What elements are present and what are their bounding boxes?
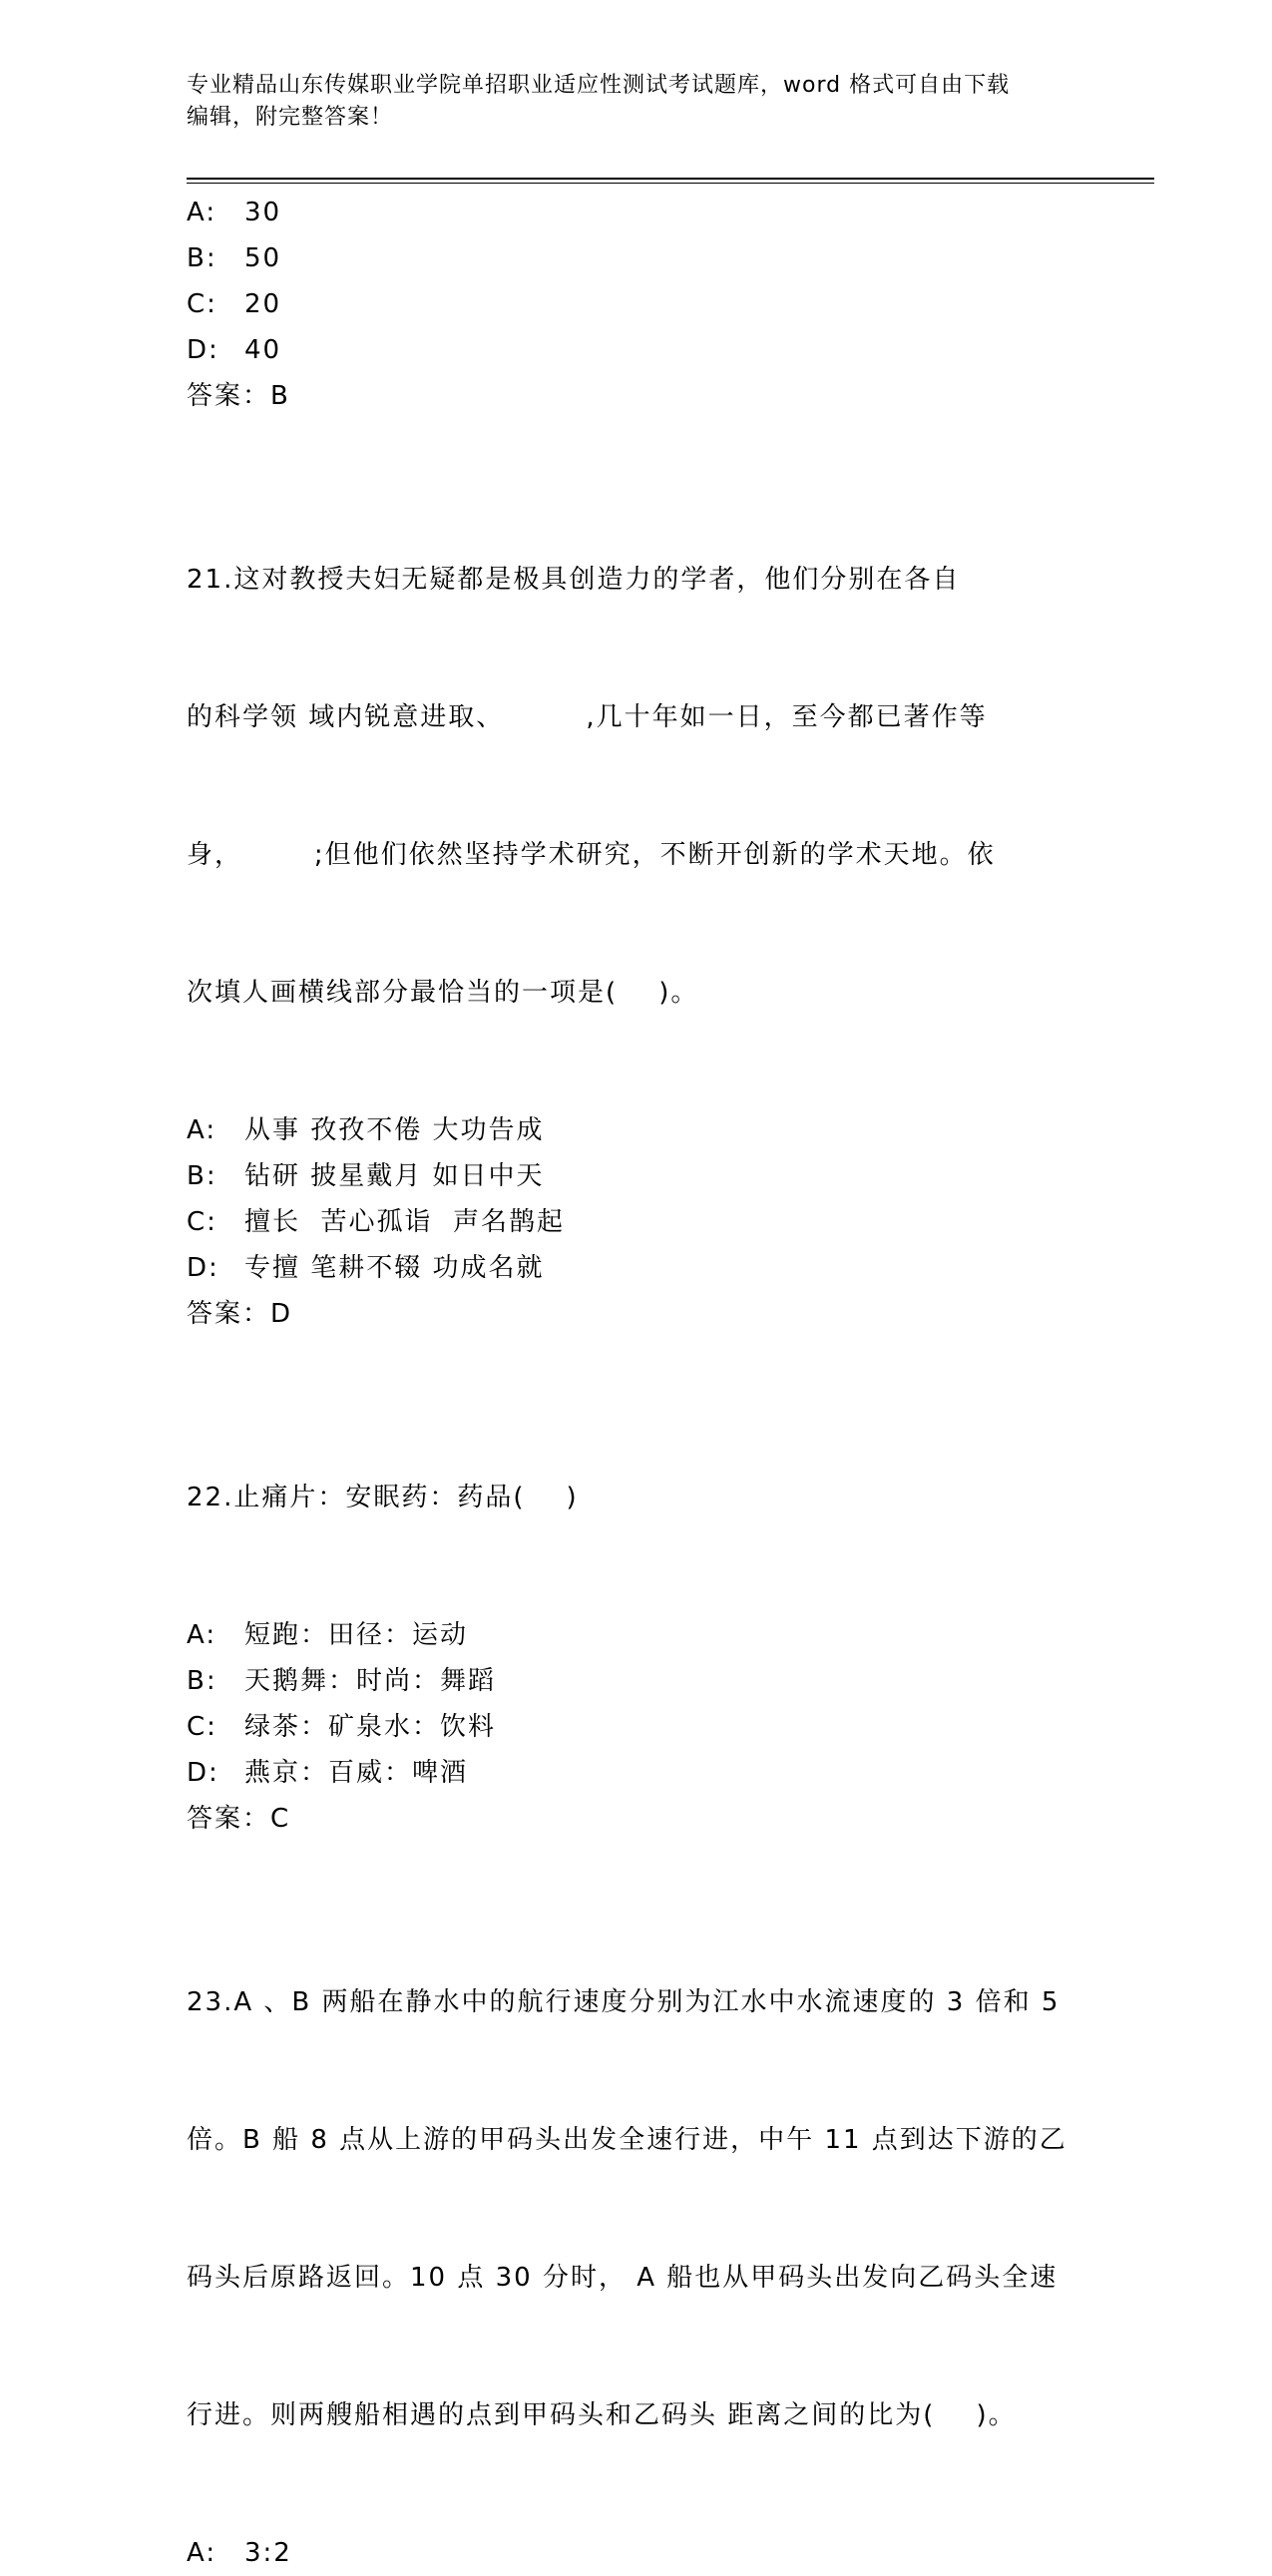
question-21 — [187, 465, 1084, 1337]
stem-line: 22.止痛片：安眠药：药品( ) — [187, 1483, 579, 1512]
option-text: 50 — [244, 243, 282, 273]
option-a — [187, 2530, 1084, 2576]
option-key: D: — [187, 1253, 219, 1283]
option-d — [187, 1750, 1084, 1796]
option-key: D: — [187, 335, 219, 365]
option-b — [187, 235, 1084, 281]
question-stem — [187, 1383, 1084, 1612]
stem-line: 的科学领 域内锐意进取、 ,几十年如一日，至今都已著作等 — [187, 702, 988, 732]
option-key: A: — [187, 2538, 217, 2568]
option-text: 短跑：田径：运动 — [244, 1620, 469, 1650]
option-key: B: — [187, 243, 217, 273]
option-text: 天鹅舞：时尚：舞蹈 — [244, 1666, 497, 1696]
header-rule-thin — [187, 183, 1154, 184]
answer-value: D — [270, 1299, 293, 1329]
stem-line: 码头后原路返回。10 点 30 分时， A 船也从甲码头出发向乙码头全速 — [187, 2263, 1059, 2293]
answer-label: 答案： — [187, 381, 271, 411]
stem-line: 次填人画横线部分最恰当的一项是( )。 — [187, 978, 699, 1008]
option-a — [187, 190, 1084, 235]
option-a — [187, 1612, 1084, 1658]
header-rule-thick — [187, 178, 1154, 180]
option-text: 30 — [244, 198, 282, 227]
option-key: A: — [187, 1620, 217, 1650]
option-text: 绿茶：矿泉水：饮料 — [244, 1712, 497, 1742]
option-key: C: — [187, 1712, 217, 1742]
option-text: 40 — [244, 335, 282, 365]
answer-label: 答案： — [187, 1804, 271, 1834]
option-d — [187, 327, 1084, 373]
stem-line: 倍。B 船 8 点从上游的甲码头出发全速行进，中午 11 点到达下游的乙 — [187, 2125, 1067, 2155]
header-line-1: 专业精品山东传媒职业学院单招职业适应性测试考试题库，word 格式可自由下载 — [187, 73, 1011, 98]
page-header — [187, 70, 1084, 134]
question-23 — [187, 1888, 1084, 2576]
option-key: C: — [187, 1207, 217, 1237]
question-stem — [187, 1888, 1084, 2530]
option-text: 钻研 披星戴月 如日中天 — [244, 1161, 545, 1191]
question-stem — [187, 465, 1084, 1107]
answer-line — [187, 1291, 1084, 1337]
question-22 — [187, 1383, 1084, 1842]
option-text: 20 — [244, 289, 282, 319]
answer-label: 答案： — [187, 1299, 271, 1329]
header-line-2: 编辑，附完整答案！ — [187, 105, 394, 130]
spacer — [187, 419, 1084, 465]
option-c — [187, 281, 1084, 327]
answer-value: B — [270, 381, 290, 411]
option-key: A: — [187, 1115, 217, 1145]
option-key: B: — [187, 1161, 217, 1191]
question-content — [187, 190, 1084, 2576]
option-c — [187, 1199, 1084, 1245]
option-c — [187, 1704, 1084, 1750]
option-d — [187, 1245, 1084, 1291]
stem-line: 行进。则两艘船相遇的点到甲码头和乙码头 距离之间的比为( )。 — [187, 2400, 1017, 2430]
option-b — [187, 1153, 1084, 1199]
stem-line: 21.这对教授夫妇无疑都是极具创造力的学者，他们分别在各自 — [187, 565, 961, 595]
option-text: 从事 孜孜不倦 大功告成 — [244, 1115, 545, 1145]
option-a — [187, 1107, 1084, 1153]
answer-value: C — [270, 1804, 291, 1834]
option-key: D: — [187, 1758, 219, 1788]
option-text: 擅长 苦心孤诣 声名鹊起 — [244, 1207, 566, 1237]
spacer — [187, 1337, 1084, 1383]
option-b — [187, 1658, 1084, 1704]
option-text: 3:2 — [244, 2538, 292, 2568]
option-key: B: — [187, 1666, 217, 1696]
answer-line — [187, 1796, 1084, 1842]
option-text: 专擅 笔耕不辍 功成名就 — [244, 1253, 545, 1283]
option-text: 燕京：百威：啤酒 — [244, 1758, 469, 1788]
stem-line: 23.A 、B 两船在静水中的航行速度分别为江水中水流速度的 3 倍和 5 — [187, 1987, 1060, 2017]
answer-line — [187, 373, 1084, 419]
spacer — [187, 1842, 1084, 1888]
stem-line: 身， ;但他们依然坚持学术研究，不断开创新的学术天地。依 — [187, 840, 996, 870]
question-20 — [187, 190, 1084, 419]
option-key: A: — [187, 198, 217, 227]
option-key: C: — [187, 289, 217, 319]
